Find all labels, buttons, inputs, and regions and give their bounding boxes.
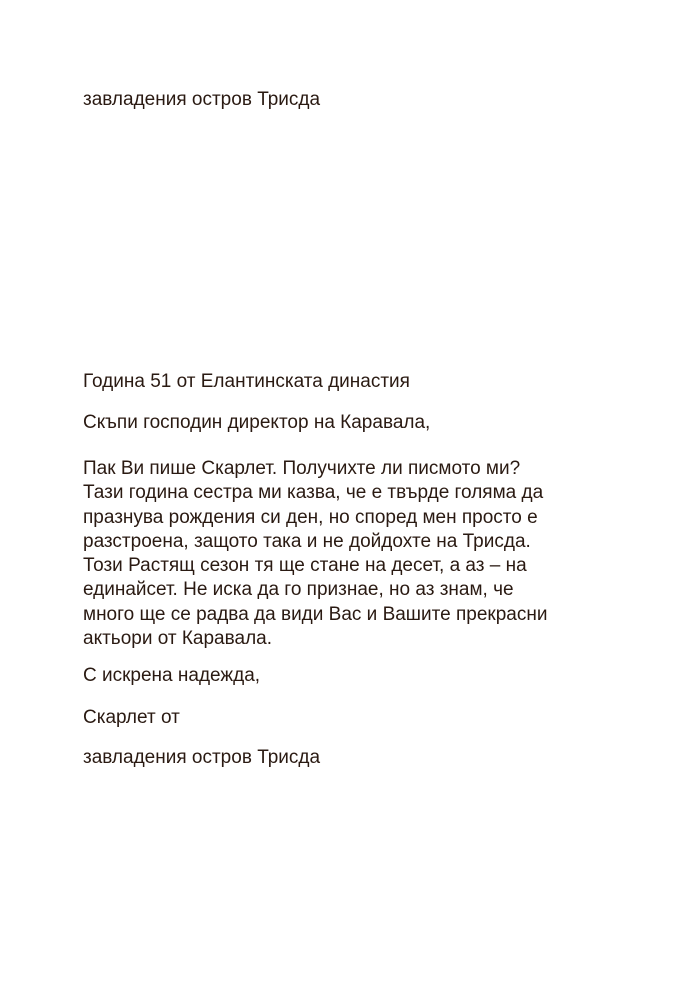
letter-signature: Скарлет от — [83, 707, 180, 728]
letter-body-line: единайсет. Не иска да го признае, но аз знам, че — [83, 579, 514, 601]
letter-body-line: много ще се радва да види Вас и Вашите прекрасни — [83, 603, 548, 625]
letter-date: Година 51 от Елантинската династия — [83, 371, 410, 392]
letter-body-line: Този Растящ сезон тя ще стане на десет, а аз – на — [83, 555, 527, 577]
letter-body-line: актьори от Каравала. — [83, 628, 272, 650]
letter-body — [83, 457, 547, 651]
letter-body-line: разстроена, защото така и не дойдохте на Трисда. — [83, 530, 531, 552]
running-header: завладения остров Трисда — [83, 89, 321, 110]
letter-closing: С искрена надежда, — [83, 665, 261, 686]
letter-body-line: Пак Ви пише Скарлет. Получихте ли писмото ми? — [83, 458, 521, 479]
letter-body-line: Тази година сестра ми казва, че е твърде голяма да — [83, 482, 544, 504]
letter-salutation: Скъпи господин директор на Каравала, — [83, 412, 431, 433]
letter-signature-place: завладения остров Трисда — [83, 747, 321, 768]
letter-body-line: празнува рождения си ден, но според мен просто е — [83, 506, 538, 528]
